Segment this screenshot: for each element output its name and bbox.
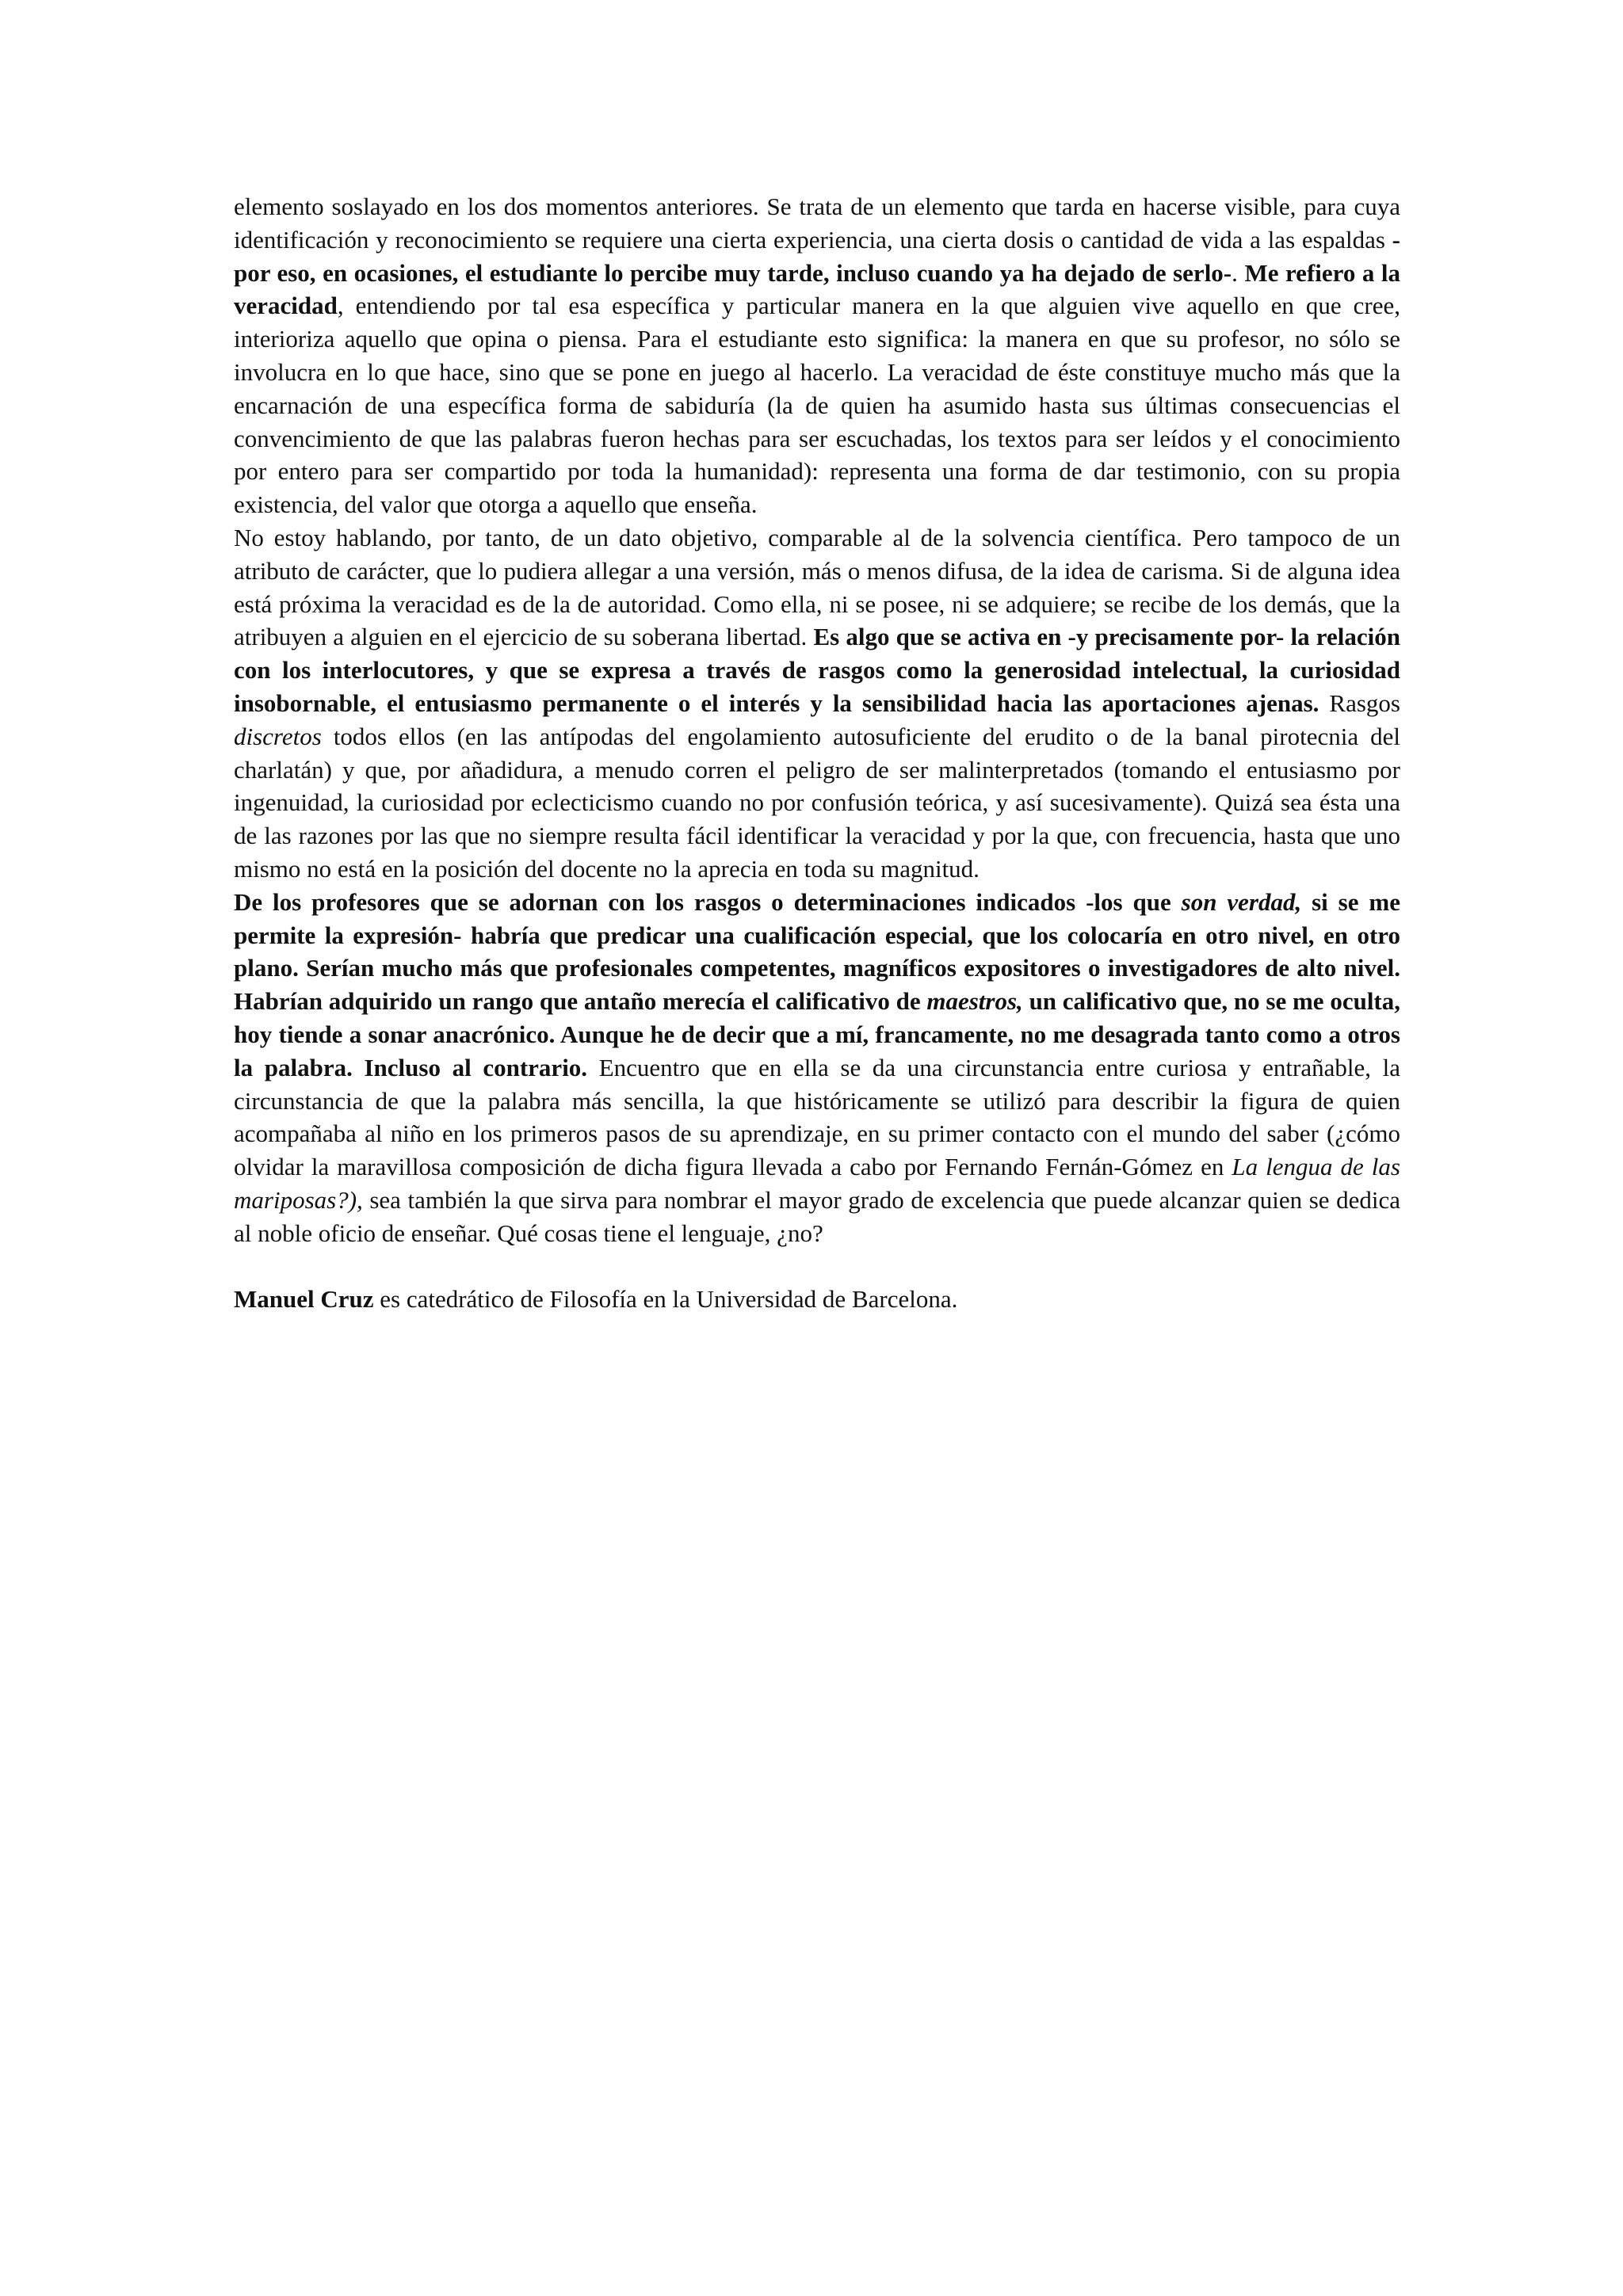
text-run: discretos — [234, 722, 322, 750]
text-run: . — [1232, 258, 1245, 287]
text-run: Me refiero a la veracidad — [234, 258, 1401, 320]
text-run: , entendiendo por tal esa específica y particular manera en la que alguien vive aquello en que cree, interioriza aquello que opina o piensa. Para el estudiante esto significa: la manera en que su profesor, no sólo se involucra en lo que hace, sino que se pone en juego al hacerlo. La veracidad de éste constituye mucho más que la encarnación de una específica forma de sabiduría (la de quien ha asumido hasta sus últimas consecuencias el convencimiento de que las palabras fueron hechas para ser escuchadas, los textos para ser leídos y el conocimiento por entero para ser compartido por toda la humanidad): representa una forma de dar testimonio, con su propia existencia, del valor que otorga a aquello que enseña. — [234, 292, 1400, 519]
document-page — [234, 190, 1400, 1316]
text-run: todos ellos (en las antípodas del engolamiento autosuficiente del erudito o de la banal pirotecnia del charlatán) y que, por añadidura, a menudo corren el peligro de ser malinterpretados (tomando el entusiasmo por ingenuidad, la curiosidad por eclecticismo cuando no por confusión teórica, y así sucesivamente). Quizá sea ésta una de las razones por las que no siempre resulta fácil identificar la veracidad y por la que, con frecuencia, hasta que uno mismo no está en la posición del docente no la aprecia en toda su magnitud. — [234, 722, 1400, 883]
text-run: Encuentro que en ella se da una circunstancia entre curiosa y entrañable, la circunstancia de que la palabra más sencilla, la que históricamente se utilizó para describir la figura de quien acompañaba al niño en los primeros pasos de su aprendizaje, en su primer contacto con el mundo del saber (¿cómo olvidar la maravillosa composición de dicha figura llevada a cabo por Fernando Fernán-Gómez en — [234, 1053, 1401, 1181]
text-run: De los profesores que se adornan con los rasgos o determinaciones indicados -los que — [234, 887, 1182, 916]
text-run: Es algo que se activa en -y precisamente por- la relación con los interlocutores, y que se expresa a través de rasgos como la generosidad intelectual, la curiosidad insobornable, el entusiasmo permanente o el interés y la sensibilidad hacia las aportaciones ajenas. — [234, 623, 1400, 717]
author-note — [234, 1283, 1400, 1316]
author-note-text: es catedrático de Filosofía en la Universidad de Barcelona. — [373, 1285, 958, 1314]
text-run: si se me permite la expresión- habría que predicar una cualificación especial, que los colocaría en otro nivel, en otro plano. Serían mucho más que profesionales competentes, magníficos expositores o investigadores de alto nivel. Habrían adquirido un rango que antaño merecía el calificativo de — [234, 887, 1400, 1016]
text-run: La lengua de las mariposas?), — [234, 1153, 1400, 1214]
paragraph-1 — [234, 190, 1400, 521]
text-run: un calificativo que, no se me oculta, hoy tiende a sonar anacrónico. Aunque he de decir que a mí, francamente, no me desagrada tanto como a otros la palabra. Incluso al contrario. — [234, 987, 1401, 1081]
paragraph-3 — [234, 886, 1400, 1250]
text-run: son verdad, — [1181, 887, 1302, 916]
text-run: -por eso, en ocasiones, el estudiante lo percibe muy tarde, incluso cuando ya ha dejado de serlo- — [234, 225, 1400, 287]
paragraph-gap — [234, 1250, 1400, 1283]
paragraph-2 — [234, 521, 1400, 886]
article-body — [234, 190, 1400, 1250]
text-run: elemento soslayado en los dos momentos anteriores. Se trata de un elemento que tarda en hacerse visible, para cuya identificación y reconocimiento se requiere una cierta experiencia, una cierta dosis o cantidad de vida a las espaldas — [234, 193, 1400, 254]
text-run: maestros, — [926, 987, 1023, 1016]
text-run: Rasgos — [1319, 688, 1400, 717]
text-run: sea también la que sirva para nombrar el mayor grado de excelencia que puede alcanzar quien se dedica al noble oficio de enseñar. Qué cosas tiene el lenguaje, ¿no? — [234, 1185, 1400, 1247]
author-name: Manuel Cruz — [234, 1285, 374, 1314]
text-run: No estoy hablando, por tanto, de un dato objetivo, comparable al de la solvencia científica. Pero tampoco de un atributo de carácter, que lo pudiera allegar a una versión, más o menos difusa, de la idea de carisma. Si de alguna idea está próxima la veracidad es de la de autoridad. Como ella, ni se posee, ni se adquiere; se recibe de los demás, que la atribuyen a alguien en el ejercicio de su soberana libertad. — [234, 523, 1400, 651]
